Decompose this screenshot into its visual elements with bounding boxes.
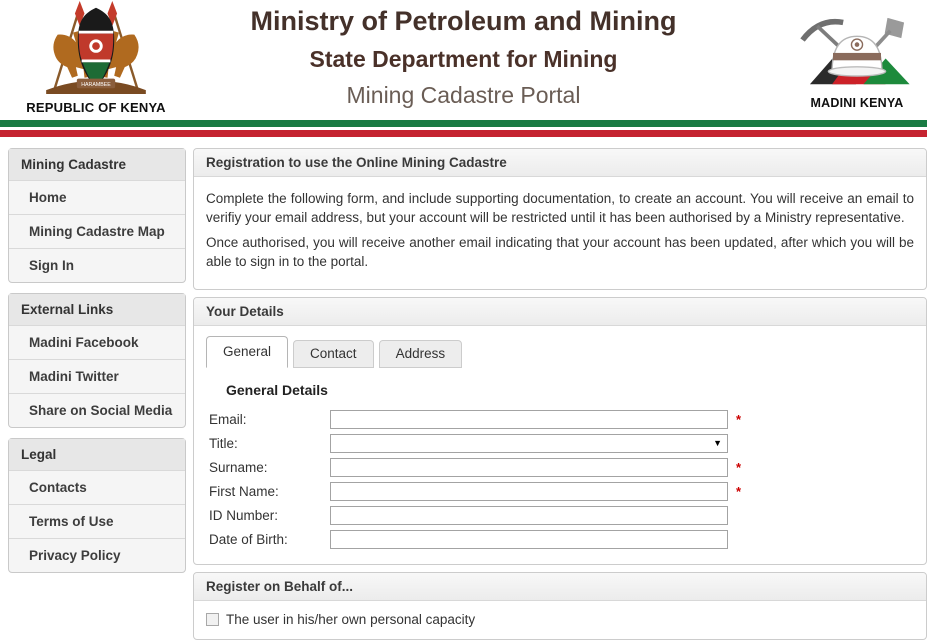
title-row bbox=[206, 434, 914, 453]
personal-capacity-label[interactable]: The user in his/her own personal capacity bbox=[226, 611, 476, 627]
sidebar-item-madini-twitter[interactable]: Madini Twitter bbox=[9, 359, 185, 393]
sidebar-item-contacts[interactable]: Contacts bbox=[9, 470, 185, 504]
sidebar-group-mining-cadastre bbox=[8, 148, 186, 283]
surname-required-marker: * bbox=[736, 459, 742, 475]
email-required-marker: * bbox=[736, 411, 742, 427]
flag-stripe-red bbox=[0, 130, 927, 137]
dropdown-arrow-icon: ▼ bbox=[713, 437, 722, 448]
surname-row bbox=[206, 458, 914, 477]
sidebar-item-madini-facebook[interactable]: Madini Facebook bbox=[9, 325, 185, 359]
email-row bbox=[206, 410, 914, 429]
sidebar-item-mining-cadastre-map[interactable]: Mining Cadastre Map bbox=[9, 214, 185, 248]
details-tabstrip bbox=[206, 336, 914, 368]
surname-label: Surname: bbox=[209, 459, 268, 475]
email-input[interactable] bbox=[330, 410, 728, 429]
your-details-panel bbox=[193, 297, 927, 565]
title-select[interactable] bbox=[330, 434, 728, 453]
personal-capacity-row[interactable] bbox=[206, 607, 914, 629]
madini-kenya-logo bbox=[793, 14, 921, 110]
id-number-label: ID Number: bbox=[209, 507, 279, 523]
portal-header bbox=[0, 0, 927, 120]
first-name-required-marker: * bbox=[736, 483, 742, 499]
your-details-panel-title: Your Details bbox=[194, 298, 926, 326]
first-name-row bbox=[206, 482, 914, 501]
date-of-birth-input[interactable] bbox=[330, 530, 728, 549]
registration-panel-title: Registration to use the Online Mining Cadastre bbox=[194, 149, 926, 177]
main-content bbox=[193, 148, 927, 640]
register-on-behalf-panel bbox=[193, 572, 927, 640]
tab-general[interactable]: General bbox=[206, 336, 288, 368]
personal-capacity-checkbox[interactable] bbox=[206, 613, 219, 626]
registration-paragraph-1: Complete the following form, and include supporting documentation, to create an account. You will receive an email to verifiy your email address, but your account will be restricted until it has been authorised by a Ministry representative. bbox=[206, 191, 914, 225]
kenya-coat-of-arms bbox=[20, 2, 172, 115]
kenya-coat-of-arms-icon bbox=[27, 2, 165, 94]
sidebar-header-external-links: External Links bbox=[9, 294, 185, 325]
id-number-input[interactable] bbox=[330, 506, 728, 525]
id-number-row bbox=[206, 506, 914, 525]
first-name-input[interactable] bbox=[330, 482, 728, 501]
registration-panel bbox=[193, 148, 927, 290]
tab-address[interactable]: Address bbox=[379, 340, 463, 368]
title-label: Title: bbox=[209, 435, 238, 451]
sidebar-item-sign-in[interactable]: Sign In bbox=[9, 248, 185, 282]
sidebar-item-share-social-media[interactable]: Share on Social Media bbox=[9, 393, 185, 427]
ministry-title: Ministry of Petroleum and Mining bbox=[250, 6, 677, 36]
register-on-behalf-title: Register on Behalf of... bbox=[194, 573, 926, 601]
general-tab-content bbox=[206, 368, 914, 549]
first-name-label: First Name: bbox=[209, 483, 279, 499]
sidebar-item-terms-of-use[interactable]: Terms of Use bbox=[9, 504, 185, 538]
kenya-flag-stripe bbox=[0, 120, 927, 137]
sidebar-group-external-links bbox=[8, 293, 186, 428]
general-details-heading: General Details bbox=[226, 381, 328, 398]
madini-kenya-icon bbox=[797, 14, 917, 90]
flag-stripe-green bbox=[0, 120, 927, 127]
sidebar-header-legal: Legal bbox=[9, 439, 185, 470]
sidebar-item-privacy-policy[interactable]: Privacy Policy bbox=[9, 538, 185, 572]
right-logo-caption: MADINI KENYA bbox=[810, 96, 904, 110]
email-label: Email: bbox=[209, 411, 247, 427]
registration-paragraph-2: Once authorised, you will receive another email indicating that your account has been updated, after which you will be able to sign in to the portal. bbox=[206, 235, 914, 269]
left-logo-caption: REPUBLIC OF KENYA bbox=[26, 100, 166, 115]
sidebar bbox=[8, 148, 186, 583]
sidebar-group-legal bbox=[8, 438, 186, 573]
date-of-birth-label: Date of Birth: bbox=[209, 531, 288, 547]
department-title: State Department for Mining bbox=[309, 46, 618, 72]
date-of-birth-row bbox=[206, 530, 914, 549]
sidebar-header-mining-cadastre: Mining Cadastre bbox=[9, 149, 185, 180]
harambee-banner-text: HARAMBEE bbox=[81, 81, 111, 88]
surname-input[interactable] bbox=[330, 458, 728, 477]
portal-title: Mining Cadastre Portal bbox=[346, 82, 581, 108]
sidebar-item-home[interactable]: Home bbox=[9, 180, 185, 214]
tab-contact[interactable]: Contact bbox=[293, 340, 374, 368]
